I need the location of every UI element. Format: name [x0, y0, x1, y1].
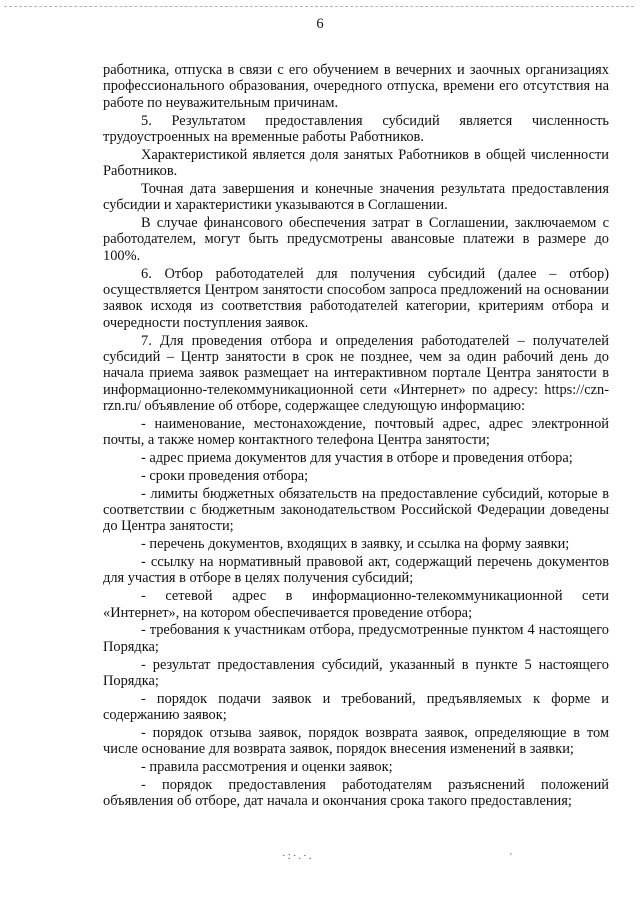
- paragraph: - порядок отзыва заявок, порядок возврата заявок, определяющие в том числе основание для возврата заявок, порядок внесения изменений в заявки;: [103, 724, 609, 758]
- paragraph: 5. Результатом предоставления субсидий является численность трудоустроенных на временные работы Работников.: [103, 112, 609, 145]
- paragraph: - порядок предоставления работодателям разъяснений положений объявления об отборе, дат начала и окончания срока такого предоставления;: [103, 776, 609, 810]
- paragraph: - порядок подачи заявок и требований, предъявляемых к форме и содержанию заявок;: [103, 690, 609, 724]
- paragraph: 6. Отбор работодателей для получения субсидий (далее – отбор) осуществляется Центром занятости способом запроса предложений на основании заявок исходя из соответствия работодателей категории, критериям отбора и очередности поступления заявок.: [103, 265, 609, 331]
- paragraph: - результат предоставления субсидий, указанный в пункте 5 настоящего Порядка;: [103, 656, 609, 689]
- paragraph: - ссылку на нормативный правовой акт, содержащий перечень документов для участия в отборе в целях получения субсидий;: [103, 553, 609, 587]
- paragraph: 7. Для проведения отбора и определения работодателей – получателей субсидий – Центр занятости в срок не позднее, чем за один рабочий день до начала приема заявок размещает на интерактивном портале Центра занятости в информационно-телекоммуникационной сети «Интернет» по адресу: https://czn-rzn.ru/ объявление об отборе, содержащее следующую информацию:: [103, 332, 609, 414]
- document-body: [103, 62, 609, 811]
- paragraph: - сетевой адрес в информационно-телекоммуникационной сети «Интернет», на котором обеспечивается проведение отбора;: [103, 588, 609, 621]
- paragraph: - наименование, местонахождение, почтовый адрес, адрес электронной почты, а также номер контактного телефона Центра занятости;: [103, 415, 609, 449]
- paragraph: - перечень документов, входящих в заявку, и ссылка на форму заявки;: [141, 536, 570, 553]
- paragraph: - адрес приема документов для участия в отборе и проведения отбора;: [141, 449, 573, 466]
- paragraph: - сроки проведения отбора;: [141, 467, 309, 484]
- scan-speck: ': [510, 852, 512, 863]
- paragraph: Точная дата завершения и конечные значения результата предоставления субсидии и характеристики указываются в Соглашении.: [103, 180, 609, 214]
- scan-specks: ·:·.·.: [282, 850, 314, 862]
- page-number: 6: [316, 16, 324, 32]
- paragraph: - правила рассмотрения и оценки заявок;: [141, 759, 393, 776]
- top-scan-edge: [4, 6, 634, 7]
- paragraph: - лимиты бюджетных обязательств на предоставление субсидий, которые в соответствии с бюджетным законодательством Российской Федерации доведены до Центра занятости;: [103, 485, 609, 535]
- paragraph: работника, отпуска в связи с его обучением в вечерних и заочных организациях профессионального образования, очередного отпуска, времени его отсутствия на работе по неуважительным причинам.: [103, 62, 609, 111]
- paragraph: - требования к участникам отбора, предусмотренные пунктом 4 настоящего Порядка;: [103, 622, 609, 655]
- paragraph: Характеристикой является доля занятых Работников в общей численности Работников.: [103, 146, 609, 180]
- paragraph: В случае финансового обеспечения затрат в Соглашении, заключаемом с работодателем, могут быть предусмотрены авансовые платежи в размере до 100%.: [103, 215, 609, 264]
